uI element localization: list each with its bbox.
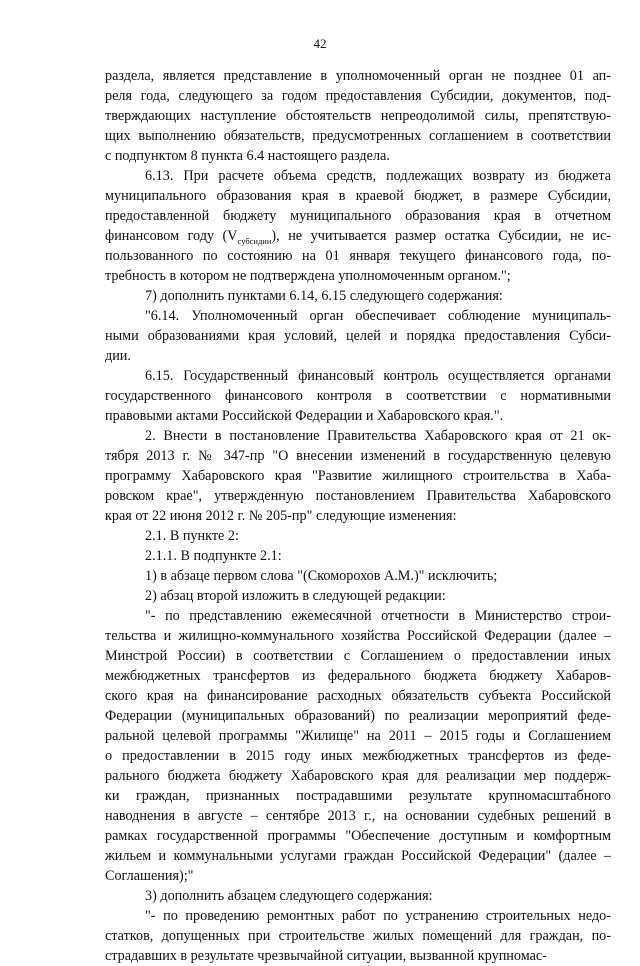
text-line (105, 566, 611, 586)
paragraph (105, 606, 611, 886)
paragraph (105, 366, 611, 426)
text-line (105, 186, 611, 206)
text-line (105, 86, 611, 106)
text-line (105, 366, 611, 386)
text-line (105, 886, 611, 906)
text-line (105, 946, 611, 966)
text-line (105, 406, 611, 426)
line-text: межбюджетных трансфертов из федерального бюджета бюджету Хабаров- (105, 668, 611, 684)
text-line (105, 286, 611, 306)
paragraph (105, 886, 611, 906)
text-line (105, 506, 611, 526)
line-text: предоставленной бюджету муниципального образования края в отчетном (105, 208, 611, 224)
text-line (105, 546, 611, 566)
line-text: финансовом году (V (105, 228, 238, 244)
line-text: о предоставлении в 2015 году иных межбюджетных трансфертов из феде- (105, 748, 611, 764)
line-text: 7) дополнить пунктами 6.14, 6.15 следующего содержания: (145, 288, 503, 304)
text-line (105, 766, 611, 786)
text-line (105, 246, 611, 266)
line-text: рамках государственной программы "Обеспечение доступным и комфортным (105, 828, 611, 844)
line-text: наводнения в августе – сентябре 2013 г., на основании судебных решений в (105, 808, 611, 824)
text-line (105, 906, 611, 926)
line-text-continued: ), не учитывается размер остатка Субсидии, не ис- (271, 228, 611, 244)
line-text: тверждающих наступление обстоятельств непреодолимой силы, препятствую- (105, 108, 611, 124)
text-line (105, 486, 611, 506)
paragraph (105, 66, 611, 166)
line-text: тября 2013 г. № 347-пр "О внесении изменений в государственную целевую (105, 448, 611, 464)
paragraph (105, 286, 611, 306)
text-line (105, 806, 611, 826)
paragraph (105, 546, 611, 566)
text-line (105, 926, 611, 946)
line-text: реля года, следующего за годом предоставления Субсидии, документов, под- (105, 88, 611, 104)
paragraph (105, 526, 611, 546)
paragraph (105, 566, 611, 586)
text-line (105, 626, 611, 646)
line-text: 6.13. При расчете объема средств, подлежащих возврату из бюджета (145, 168, 611, 184)
text-line (105, 686, 611, 706)
text-line (105, 346, 611, 366)
text-line (105, 126, 611, 146)
text-line (105, 826, 611, 846)
line-text: жильем и коммунальными услугами граждан Российской Федерации" (далее – (105, 848, 611, 864)
line-text: 1) в абзаце первом слова "(Скоморохов А.М.)" исключить; (145, 568, 498, 584)
line-text: программу Хабаровского края "Развитие жилищного строительства в Хаба- (105, 468, 611, 484)
line-text: края от 22 июня 2012 г. № 205-пр" следующие изменения: (105, 508, 457, 524)
paragraph (105, 906, 611, 966)
text-line (105, 306, 611, 326)
line-text: раздела, является представление в уполномоченный орган не позднее 01 ап- (105, 68, 611, 84)
text-line (105, 106, 611, 126)
line-text: щих выполнению обязательств, предусмотренных соглашением в соответствии (105, 128, 611, 144)
paragraph (105, 426, 611, 526)
text-line (105, 586, 611, 606)
line-text: рального бюджета бюджету Хабаровского края для реализации мер поддерж- (105, 768, 611, 784)
line-text: 2.1. В пункте 2: (145, 528, 239, 544)
line-text: статков, допущенных при строительстве жилых помещений для граждан, по- (105, 928, 611, 944)
line-text: ки граждан, признанных пострадавшими результате крупномасштабного (105, 788, 611, 804)
text-line (105, 726, 611, 746)
line-text: ского края на финансирование расходных обязательств субъекта Российской (105, 688, 611, 704)
text-line (105, 786, 611, 806)
line-text: пользованного по состоянию на 01 января текущего финансового года, по- (105, 248, 611, 264)
line-text: с подпунктом 8 пункта 6.4 настоящего раздела. (105, 148, 390, 164)
line-text: 2. Внести в постановление Правительства Хабаровского края от 21 ок- (145, 428, 611, 444)
text-line (105, 206, 611, 226)
paragraph (105, 586, 611, 606)
text-line (105, 326, 611, 346)
line-text: муниципального образования края в краевой бюджет, в размере Субсидии, (105, 188, 611, 204)
text-line (105, 666, 611, 686)
text-line (105, 146, 611, 166)
text-line (105, 526, 611, 546)
line-text: тельства и жилищно-коммунального хозяйства Российской Федерации (далее – (105, 628, 611, 644)
line-text: Федерации (муниципальных образований) по реализации мероприятий феде- (105, 708, 611, 724)
line-text: 6.15. Государственный финансовый контроль осуществляется органами (145, 368, 611, 384)
text-line (105, 466, 611, 486)
text-line (105, 266, 611, 286)
text-line (105, 846, 611, 866)
text-line (105, 706, 611, 726)
page-number: 42 (313, 36, 327, 51)
text-line (105, 426, 611, 446)
subscript-text: субсидии (237, 235, 272, 246)
line-text: ными образованиями края условий, целей и порядка предоставления Субси- (105, 328, 611, 344)
line-text: требность в котором не подтверждена уполномоченным органом."; (105, 268, 511, 284)
line-text: "- по представлению ежемесячной отчетности в Министерство строи- (145, 608, 611, 624)
document-body (105, 66, 611, 966)
text-line (105, 746, 611, 766)
line-text: 2) абзац второй изложить в следующей редакции: (145, 588, 446, 604)
text-line (105, 386, 611, 406)
line-text: "- по проведению ремонтных работ по устранению строительных недо- (145, 908, 611, 924)
line-text: 3) дополнить абзацем следующего содержания: (145, 888, 433, 904)
text-line (105, 166, 611, 186)
paragraph (105, 166, 611, 286)
line-text: 2.1.1. В подпункте 2.1: (145, 548, 282, 564)
text-line (105, 646, 611, 666)
line-text: ральной целевой программы "Жилище" на 2011 – 2015 годы и Соглашением (105, 728, 611, 744)
line-text: Минстрой России) в соответствии с Соглашением о предоставлении иных (105, 648, 611, 664)
line-text: "6.14. Уполномоченный орган обеспечивает соблюдение муниципаль- (145, 308, 611, 324)
line-text: Соглашения);" (105, 868, 194, 884)
text-line (105, 446, 611, 466)
line-text: ровском крае", утвержденную постановлением Правительства Хабаровского (105, 488, 611, 504)
text-line (105, 866, 611, 886)
line-text: страдавших в результате чрезвычайной ситуации, вызванной крупномас- (105, 948, 547, 964)
text-line (105, 66, 611, 86)
line-text: государственного финансового контроля в соответствии с нормативными (105, 388, 611, 404)
line-text: правовыми актами Российской Федерации и Хабаровского края.". (105, 408, 504, 424)
text-line (105, 226, 611, 246)
text-line (105, 606, 611, 626)
paragraph (105, 306, 611, 366)
line-text: дии. (105, 348, 131, 364)
